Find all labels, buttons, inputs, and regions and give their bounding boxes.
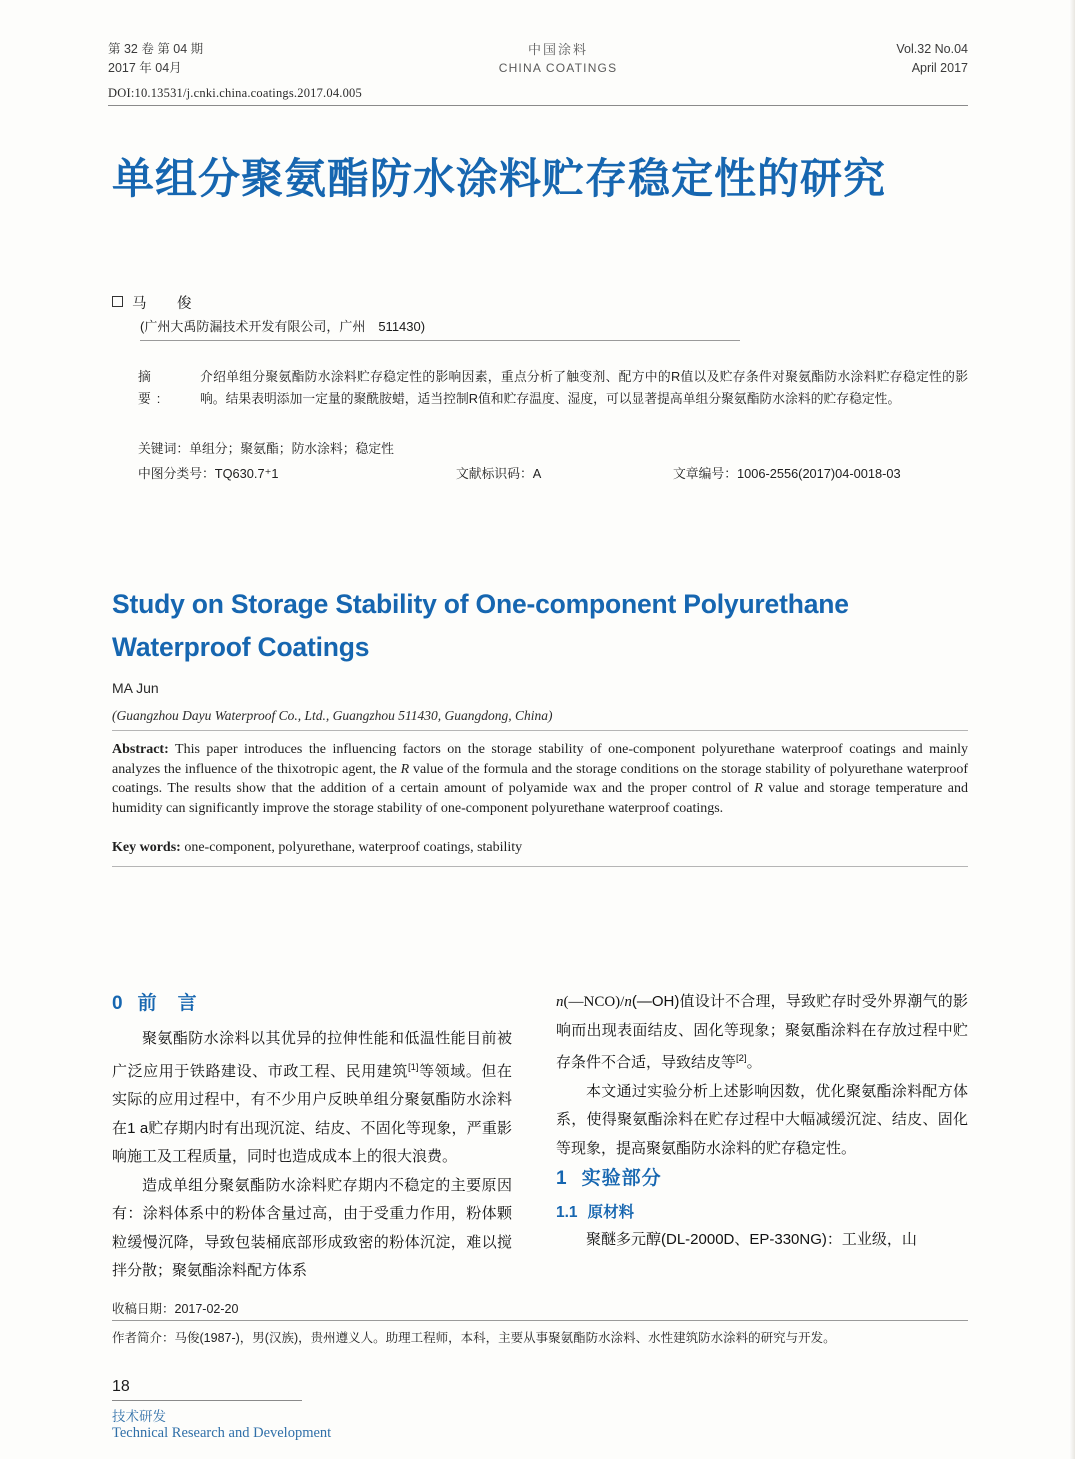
footer-divider xyxy=(112,1400,302,1401)
abstract-cn xyxy=(138,366,968,410)
header-volume-en xyxy=(896,40,968,78)
header-volume-en-line1: Vol.32 No.04 xyxy=(896,42,968,56)
header-journal-en: CHINA COATINGS xyxy=(498,61,618,75)
affiliation-cn: (广州大禹防漏技术开发有限公司，广州 511430) xyxy=(140,316,740,341)
reference-marker-2: [2] xyxy=(736,1053,747,1064)
section-0-paragraph-1 xyxy=(112,1025,512,1172)
keywords-en-label: Key words: xyxy=(112,840,181,855)
page-number: 18 xyxy=(112,1378,130,1395)
keywords-cn: 关键词：单组分；聚氨酯；防水涂料；稳定性 xyxy=(138,441,394,456)
bullet-square-icon xyxy=(112,296,123,307)
author-cn-name: 马 俊 xyxy=(132,296,200,312)
formula-nco-oh-a: (—NCO)/ xyxy=(563,994,625,1010)
author-biography: 作者简介：马俊(1987-)，男(汉族)，贵州遵义人。助理工程师，本科，主要从事聚氨酯防水涂料、水性建筑防水涂料的研究与开发。 xyxy=(112,1331,836,1345)
section-heading-1 xyxy=(556,1163,968,1190)
header-journal-cn: 中国涂料 xyxy=(527,42,588,57)
header-volume-cn xyxy=(108,40,203,78)
header-divider xyxy=(108,105,968,106)
page-edge-shadow xyxy=(1069,0,1075,1459)
abstract-en-part3: value and storage temperature and humidity can significantly improve the storage stability of one-component polyurethane waterproof coatings. xyxy=(112,781,968,816)
section-heading-0 xyxy=(112,988,512,1015)
section-0-p3: 本文通过实验分析上述影响因数，优化聚氨酯涂料配方体系，使得聚氨酯涂料在贮存过程中大幅减缓沉淀、结皮、固化等现象，提高聚氨酯防水涂料的贮存稳定性。 xyxy=(556,1082,968,1157)
body-column-left xyxy=(112,988,512,1286)
formula-n2: n xyxy=(624,994,632,1010)
section-1-1-paragraph xyxy=(556,1226,968,1255)
section-1-title: 实验部分 xyxy=(581,1168,662,1189)
abstract-en xyxy=(112,740,968,818)
section-0-paragraph-3 xyxy=(556,1078,968,1164)
author-en: MA Jun xyxy=(112,680,159,696)
section-0-p2-b: (—OH)值设计不合理，导致贮存时受外界潮气的影响而出现表面结皮、固化等现象；聚氨酯涂料在存放过程中贮存条件不合适，导致结皮等 xyxy=(556,993,968,1071)
abstract-cn-label: 摘 要: xyxy=(138,369,176,406)
author-cn xyxy=(112,292,200,313)
footnote-divider xyxy=(112,1320,968,1321)
footer-section-en: Technical Research and Development xyxy=(112,1425,332,1441)
section-0-p1-a: 聚氨酯防水涂料以其优异的拉伸性能和低温性能目前被广泛应用于铁路建设、市政工程、民用建筑 xyxy=(112,1030,512,1080)
section-1-1-title: 原材料 xyxy=(587,1204,635,1221)
document-code: 文献标识码：A xyxy=(456,466,542,481)
section-heading-1-1 xyxy=(556,1200,968,1222)
header-volume-cn-line1: 第 32 卷 第 04 期 xyxy=(108,42,204,56)
abstract-en-part1: This paper introduces the influencing factors on the storage stability of one-component polyurethane waterproof coatings and mainly analyzes the influence of the thixotropic agent, the xyxy=(112,742,968,777)
page-title-cn: 单组分聚氨酯防水涂料贮存稳定性的研究 xyxy=(112,155,887,202)
abstract-en-part2: value of the formula and the storage conditions on the storage stability of polyurethane waterproof coatings. The results show that the addition of a certain amount of polyamide wax and the proper control of xyxy=(112,761,968,796)
section-0-p2-a: 造成单组分聚氨酯防水涂料贮存期内不稳定的主要原因有：涂料体系中的粉体含量过高，由于受重力作用，粉体颗粒缓慢沉降，导致包装桶底部形成致密的粉体沉淀，难以搅拌分散；聚氨酯涂料配方体系 xyxy=(112,1176,512,1279)
affiliation-en: (Guangzhou Dayu Waterproof Co., Ltd., Guangzhou 511430, Guangdong, China) xyxy=(112,708,968,731)
reference-marker-1: [1] xyxy=(407,1061,419,1073)
page-header xyxy=(108,40,968,88)
footer-section-cn: 技术研发 xyxy=(112,1409,166,1424)
section-0-title: 前 言 xyxy=(137,993,198,1014)
abstract-en-label: Abstract: xyxy=(112,742,169,757)
page-title-en: Study on Storage Stability of One-component Polyurethane Waterproof Coatings xyxy=(112,589,849,662)
body-column-right xyxy=(556,988,968,1255)
header-volume-en-line2: April 2017 xyxy=(911,61,968,75)
header-journal xyxy=(448,40,668,78)
article-id: 文章编号：1006-2556(2017)04-0018-03 xyxy=(673,466,901,481)
keywords-en xyxy=(112,840,968,856)
section-0-number: 0 xyxy=(112,993,124,1014)
section-0-p1-b: 等领域。但在实际的应用过程中，有不少用户反映单组分聚氨酯防水涂料在1 a贮存期内时有出现沉淀、结皮、不固化等现象，严重影响施工及工程质量，同时也造成成本上的很大浪费。 xyxy=(112,1062,512,1165)
section-1-number: 1 xyxy=(556,1168,568,1189)
doi-text: DOI:10.13531/j.cnki.china.coatings.2017.04.005 xyxy=(108,86,362,100)
keywords-en-text: one-component, polyurethane, waterproof coatings, stability xyxy=(180,840,523,855)
abstract-en-italic-r2: R xyxy=(754,781,763,796)
section-1-1-text: 聚醚多元醇(DL-2000D、EP-330NG)：工业级，山 xyxy=(586,1231,917,1248)
header-volume-cn-line2: 2017 年 04月 xyxy=(108,61,182,75)
abstract-divider xyxy=(112,866,968,867)
section-1-1-number: 1.1 xyxy=(556,1204,578,1221)
abstract-en-italic-r1: R xyxy=(400,761,410,777)
clc-number: 中图分类号：TQ630.7⁺1 xyxy=(138,466,279,481)
section-0-paragraph-2-right xyxy=(556,988,968,1078)
abstract-cn-text: 介绍单组分聚氨酯防水涂料贮存稳定性的影响因素，重点分析了触变剂、配方中的R值以及贮存条件对聚氨酯防水涂料贮存稳定性的影响。结果表明添加一定量的聚酰胺蜡，适当控制R值和贮存温度、湿度，可以显著提高单组分聚氨酯防水涂料的贮存稳定性。 xyxy=(200,369,968,406)
formula-n1: n xyxy=(556,994,564,1010)
section-0-p2-end: 。 xyxy=(746,1054,762,1071)
section-0-paragraph-2-left xyxy=(112,1172,512,1286)
received-date: 收稿日期：2017-02-20 xyxy=(112,1302,239,1316)
